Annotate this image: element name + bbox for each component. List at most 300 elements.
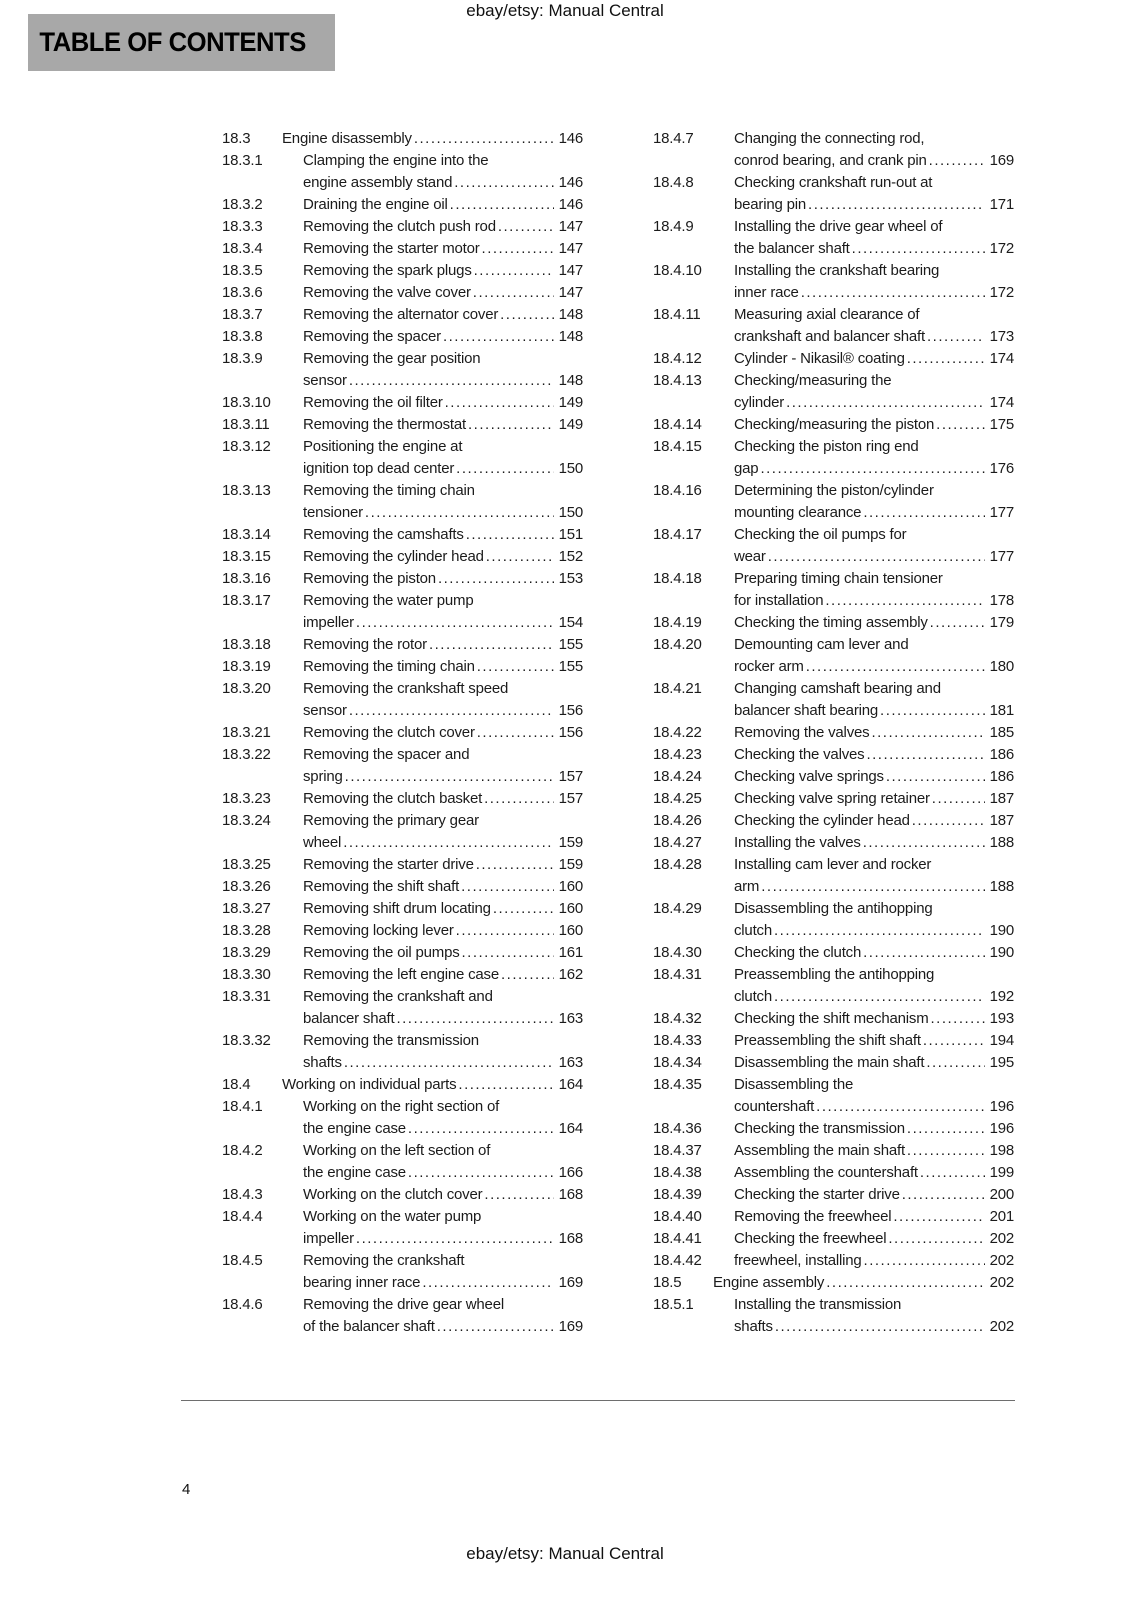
toc-page-number: 186 xyxy=(989,746,1014,763)
dotted-leader xyxy=(344,1052,554,1074)
toc-entry-number: 18.4.9 xyxy=(653,218,694,235)
toc-entry-number: 18.4.26 xyxy=(653,812,702,829)
toc-entry xyxy=(653,1008,1014,1030)
toc-entry xyxy=(222,656,583,678)
toc-entry-title: the engine case xyxy=(303,1120,406,1137)
toc-page-number: 163 xyxy=(558,1054,583,1071)
dotted-leader xyxy=(476,854,554,876)
dotted-leader xyxy=(456,458,554,480)
dotted-leader xyxy=(808,194,985,216)
toc-entry-title: balancer shaft xyxy=(303,1010,395,1027)
toc-page-number: 146 xyxy=(558,130,583,147)
toc-page-number: 177 xyxy=(989,548,1014,565)
toc-entry-title: Working on the left section of xyxy=(303,1142,491,1159)
toc-entry-body xyxy=(734,854,1014,898)
toc-entry-title: shafts xyxy=(734,1318,773,1335)
toc-entry xyxy=(653,1140,1014,1162)
toc-page-number: 194 xyxy=(989,1032,1014,1049)
toc-entry-body xyxy=(734,1162,1014,1184)
toc-page-number: 195 xyxy=(989,1054,1014,1071)
dotted-leader xyxy=(468,414,554,436)
toc-entry-number: 18.4.5 xyxy=(222,1252,263,1269)
toc-entry-body xyxy=(282,128,583,150)
toc-entry-title: tensioner xyxy=(303,504,363,521)
toc-page-number: 169 xyxy=(558,1318,583,1335)
dotted-leader xyxy=(871,722,985,744)
toc-entry xyxy=(653,172,1014,216)
dotted-leader xyxy=(501,964,554,986)
toc-entry-body xyxy=(734,1184,1014,1206)
toc-entry xyxy=(653,810,1014,832)
toc-entry-number: 18.3.18 xyxy=(222,636,271,653)
toc-entry-number: 18.3.25 xyxy=(222,856,271,873)
dotted-leader xyxy=(806,656,985,678)
toc-entry-body xyxy=(734,216,1014,260)
toc-entry-number: 18.3.20 xyxy=(222,680,271,697)
toc-entry-body xyxy=(303,1140,583,1184)
toc-page-number: 147 xyxy=(558,218,583,235)
toc-entry-title: Removing the spark plugs xyxy=(303,262,472,279)
toc-page-number: 200 xyxy=(989,1186,1014,1203)
toc-entry xyxy=(653,788,1014,810)
toc-entry-title: clutch xyxy=(734,988,772,1005)
toc-entry-title: Removing the crankshaft xyxy=(303,1252,465,1269)
toc-entry-body xyxy=(734,612,1014,634)
toc-entry xyxy=(653,1074,1014,1118)
toc-entry-title: crankshaft and balancer shaft xyxy=(734,328,925,345)
dotted-leader xyxy=(408,1118,554,1140)
toc-page-number: 148 xyxy=(558,306,583,323)
toc-entry-body xyxy=(734,480,1014,524)
toc-entry xyxy=(653,766,1014,788)
toc-entry-body xyxy=(734,260,1014,304)
toc-entry-body xyxy=(303,964,583,986)
toc-entry-number: 18.4.40 xyxy=(653,1208,702,1225)
toc-entry-number: 18.4.42 xyxy=(653,1252,702,1269)
toc-entry-body xyxy=(303,326,583,348)
toc-entry-title: Checking the timing assembly xyxy=(734,614,928,631)
toc-entry-title: Working on the water pump xyxy=(303,1208,482,1225)
toc-entry-number: 18.4.33 xyxy=(653,1032,702,1049)
toc-entry-title: cylinder xyxy=(734,394,785,411)
toc-page-number: 146 xyxy=(558,174,583,191)
toc-entry-title: sensor xyxy=(303,372,347,389)
toc-entry xyxy=(653,1118,1014,1140)
toc-entry-title: Removing the crankshaft and xyxy=(303,988,493,1005)
toc-entry-title: Removing the transmission xyxy=(303,1032,479,1049)
toc-entry-body xyxy=(734,964,1014,1008)
toc-entry-body xyxy=(734,832,1014,854)
toc-entry-title: Removing the spacer xyxy=(303,328,441,345)
toc-entry-number: 18.4.23 xyxy=(653,746,702,763)
dotted-leader xyxy=(450,194,554,216)
dotted-leader xyxy=(927,326,985,348)
toc-entry xyxy=(222,524,583,546)
toc-entry-title: Preassembling the shift shaft xyxy=(734,1032,921,1049)
dotted-leader xyxy=(907,1118,985,1140)
toc-entry-title: Checking the shift mechanism xyxy=(734,1010,929,1027)
toc-page-number: 188 xyxy=(989,834,1014,851)
toc-entry-title: Removing the clutch push rod xyxy=(303,218,496,235)
toc-entry-title: clutch xyxy=(734,922,772,939)
toc-page-number: 174 xyxy=(989,350,1014,367)
dotted-leader xyxy=(356,612,554,634)
toc-entry-title: Checking crankshaft run-out at xyxy=(734,174,933,191)
toc-entry-body xyxy=(303,656,583,678)
toc-entry xyxy=(222,590,583,634)
toc-entry-number: 18.4.38 xyxy=(653,1164,702,1181)
toc-entry-title: Removing the oil pumps xyxy=(303,944,460,961)
toc-entry-title: Working on individual parts xyxy=(282,1076,457,1093)
dotted-leader xyxy=(761,876,985,898)
toc-entry-number: 18.4.41 xyxy=(653,1230,702,1247)
toc-page-number: 175 xyxy=(989,416,1014,433)
toc-entry-title: Removing shift drum locating xyxy=(303,900,491,917)
toc-page-number: 172 xyxy=(989,284,1014,301)
toc-page-number: 160 xyxy=(558,878,583,895)
toc-page-number: 148 xyxy=(558,328,583,345)
toc-entry xyxy=(653,722,1014,744)
toc-entry xyxy=(653,1162,1014,1184)
toc-entry-number: 18.3.3 xyxy=(222,218,263,235)
toc-entry-title: spring xyxy=(303,768,343,785)
dotted-leader xyxy=(484,1184,554,1206)
toc-entry-title: Removing the timing chain xyxy=(303,658,475,675)
toc-entry-body xyxy=(734,942,1014,964)
toc-entry-title: Positioning the engine at xyxy=(303,438,463,455)
dotted-leader xyxy=(760,458,985,480)
toc-page-number: 157 xyxy=(558,768,583,785)
toc-entry xyxy=(653,370,1014,414)
toc-entry-title: Removing the gear position xyxy=(303,350,481,367)
toc-entry-number: 18.3.8 xyxy=(222,328,263,345)
toc-entry-title: Removing the clutch basket xyxy=(303,790,483,807)
toc-entry xyxy=(222,920,583,942)
toc-entry-title: Checking the piston ring end xyxy=(734,438,919,455)
toc-page-number: 202 xyxy=(989,1252,1014,1269)
toc-entry xyxy=(222,678,583,722)
toc-entry xyxy=(222,964,583,986)
toc-page-number: 181 xyxy=(989,702,1014,719)
toc-entry xyxy=(653,568,1014,612)
toc-entry xyxy=(222,392,583,414)
toc-entry xyxy=(222,722,583,744)
toc-entry-number: 18.4.4 xyxy=(222,1208,263,1225)
toc-entry-body xyxy=(734,348,1014,370)
toc-entry-title: Removing the water pump xyxy=(303,592,474,609)
toc-entry xyxy=(222,194,583,216)
toc-entry-title: Removing the valves xyxy=(734,724,870,741)
toc-entry-number: 18.4.3 xyxy=(222,1186,263,1203)
toc-entry-body xyxy=(303,392,583,414)
toc-entry-title: Checking the cylinder head xyxy=(734,812,910,829)
dotted-leader xyxy=(907,348,985,370)
toc-entry-title: Installing the crankshaft bearing xyxy=(734,262,940,279)
toc-page-number: 202 xyxy=(989,1318,1014,1335)
toc-entry-number: 18.3.15 xyxy=(222,548,271,565)
dotted-leader xyxy=(774,986,985,1008)
toc-entry-body xyxy=(734,1074,1014,1118)
dotted-leader xyxy=(775,1316,985,1338)
toc-entry xyxy=(222,810,583,854)
toc-entry-number: 18.3.2 xyxy=(222,196,263,213)
toc-entry xyxy=(653,898,1014,942)
toc-entry-title: of the balancer shaft xyxy=(303,1318,435,1335)
toc-page-number: 149 xyxy=(558,416,583,433)
toc-entry-number: 18.4.27 xyxy=(653,834,702,851)
toc-entry-number: 18.3.4 xyxy=(222,240,263,257)
toc-page-number: 151 xyxy=(558,526,583,543)
toc-entry-body xyxy=(303,260,583,282)
toc-page-number: 150 xyxy=(558,460,583,477)
toc-column-right xyxy=(653,128,1014,1338)
toc-page-number: 173 xyxy=(989,328,1014,345)
toc-entry xyxy=(653,1272,1014,1294)
toc-entry-title: for installation xyxy=(734,592,824,609)
toc-entry-title: Removing the cylinder head xyxy=(303,548,484,565)
toc-entry-body xyxy=(303,876,583,898)
dotted-leader xyxy=(893,1206,985,1228)
toc-entry-number: 18.4.1 xyxy=(222,1098,263,1115)
toc-entry xyxy=(653,524,1014,568)
dotted-leader xyxy=(863,832,985,854)
toc-entry-title: Removing the left engine case xyxy=(303,966,499,983)
toc-entry-title: Checking the oil pumps for xyxy=(734,526,907,543)
dotted-leader xyxy=(473,282,554,304)
toc-entry-title: impeller xyxy=(303,614,354,631)
toc-entry-number: 18.4.8 xyxy=(653,174,694,191)
toc-entry-number: 18.3.21 xyxy=(222,724,271,741)
toc-page-number: 178 xyxy=(989,592,1014,609)
toc-page-number: 196 xyxy=(989,1120,1014,1137)
toc-entry-title: conrod bearing, and crank pin xyxy=(734,152,927,169)
dotted-leader xyxy=(932,788,985,810)
toc-entry xyxy=(222,1030,583,1074)
toc-entry-title: Installing the drive gear wheel of xyxy=(734,218,943,235)
dotted-leader xyxy=(443,326,554,348)
toc-page-number: 162 xyxy=(558,966,583,983)
toc-entry-title: Determining the piston/cylinder xyxy=(734,482,934,499)
toc-entry-title: sensor xyxy=(303,702,347,719)
toc-page-number: 169 xyxy=(989,152,1014,169)
toc-entry-number: 18.4.16 xyxy=(653,482,702,499)
dotted-leader xyxy=(422,1272,554,1294)
toc-entry-number: 18.4 xyxy=(222,1076,251,1093)
toc-page-number: 166 xyxy=(558,1164,583,1181)
toc-entry-title: engine assembly stand xyxy=(303,174,453,191)
toc-entry xyxy=(222,546,583,568)
toc-entry-title: Checking the transmission xyxy=(734,1120,905,1137)
toc-entry-body xyxy=(303,722,583,744)
toc-heading-box xyxy=(28,14,335,71)
toc-entry xyxy=(222,436,583,480)
toc-entry-body xyxy=(734,810,1014,832)
toc-entry-title: Checking the valves xyxy=(734,746,865,763)
dotted-leader xyxy=(825,590,985,612)
toc-entry xyxy=(222,260,583,282)
toc-entry-number: 18.3 xyxy=(222,130,251,147)
toc-entry-number: 18.4.12 xyxy=(653,350,702,367)
toc-page-number: 201 xyxy=(989,1208,1014,1225)
toc-entry-title: shafts xyxy=(303,1054,342,1071)
toc-page-number: 193 xyxy=(989,1010,1014,1027)
toc-entry-body xyxy=(713,1272,1014,1294)
dotted-leader xyxy=(456,920,554,942)
toc-entry-title: Demounting cam lever and xyxy=(734,636,909,653)
toc-entry xyxy=(653,480,1014,524)
toc-entry-number: 18.3.6 xyxy=(222,284,263,301)
toc-entry xyxy=(222,898,583,920)
toc-entry xyxy=(222,1206,583,1250)
page-number: 4 xyxy=(182,1481,191,1498)
toc-entry-body xyxy=(303,524,583,546)
toc-entry-number: 18.5.1 xyxy=(653,1296,694,1313)
toc-entry-body xyxy=(303,150,583,194)
toc-column-left xyxy=(222,128,583,1338)
toc-entry-body xyxy=(303,216,583,238)
toc-entry-number: 18.4.30 xyxy=(653,944,702,961)
toc-entry-title: Removing the valve cover xyxy=(303,284,471,301)
toc-entry-body xyxy=(303,1294,583,1338)
dotted-leader xyxy=(863,502,985,524)
toc-entry-title: wheel xyxy=(303,834,342,851)
toc-entry-title: Checking/measuring the xyxy=(734,372,892,389)
toc-entry-number: 18.4.39 xyxy=(653,1186,702,1203)
toc-page-number: 174 xyxy=(989,394,1014,411)
dotted-leader xyxy=(408,1162,554,1184)
dotted-leader xyxy=(477,656,554,678)
toc-entry-title: balancer shaft bearing xyxy=(734,702,879,719)
dotted-leader xyxy=(349,700,554,722)
toc-entry xyxy=(222,348,583,392)
toc-entry-title: Disassembling the main shaft xyxy=(734,1054,925,1071)
toc-entry-title: Disassembling the xyxy=(734,1076,854,1093)
dotted-leader xyxy=(912,810,985,832)
footer-divider xyxy=(181,1400,1015,1401)
toc-entry-body xyxy=(734,304,1014,348)
toc-entry-body xyxy=(303,304,583,326)
toc-entry-body xyxy=(303,348,583,392)
dotted-leader xyxy=(349,370,554,392)
toc-page-number: 163 xyxy=(558,1010,583,1027)
toc-entry-body xyxy=(734,172,1014,216)
toc-page-number: 147 xyxy=(558,262,583,279)
toc-entry-body xyxy=(303,942,583,964)
toc-entry-number: 18.3.27 xyxy=(222,900,271,917)
toc-page-number: 154 xyxy=(558,614,583,631)
toc-entry-body xyxy=(734,1030,1014,1052)
toc-entry-title: Installing the valves xyxy=(734,834,861,851)
toc-entry xyxy=(653,744,1014,766)
toc-entry-number: 18.4.28 xyxy=(653,856,702,873)
toc-entry-number: 18.3.7 xyxy=(222,306,263,323)
toc-entry-number: 18.3.17 xyxy=(222,592,271,609)
toc-entry xyxy=(222,1074,583,1096)
toc-entry xyxy=(653,348,1014,370)
toc-entry-number: 18.3.30 xyxy=(222,966,271,983)
toc-entry-number: 18.4.37 xyxy=(653,1142,702,1159)
toc-entry-title: Measuring axial clearance of xyxy=(734,306,920,323)
toc-entry-number: 18.4.35 xyxy=(653,1076,702,1093)
toc-entry-body xyxy=(734,788,1014,810)
toc-entry-title: Checking valve spring retainer xyxy=(734,790,930,807)
toc-entry-body xyxy=(303,436,583,480)
toc-entry-number: 18.4.19 xyxy=(653,614,702,631)
dotted-leader xyxy=(493,898,554,920)
toc-page-number: 169 xyxy=(558,1274,583,1291)
dotted-leader xyxy=(866,744,985,766)
dotted-leader xyxy=(863,942,985,964)
toc-entry xyxy=(222,480,583,524)
toc-entry-number: 18.4.6 xyxy=(222,1296,263,1313)
toc-page-number: 186 xyxy=(989,768,1014,785)
dotted-leader xyxy=(786,392,985,414)
dotted-leader xyxy=(437,1316,554,1338)
toc-page-number: 168 xyxy=(558,1230,583,1247)
toc-page-number: 149 xyxy=(558,394,583,411)
toc-entry-title: Checking the clutch xyxy=(734,944,862,961)
toc-page-number: 160 xyxy=(558,900,583,917)
toc-page-number: 148 xyxy=(558,372,583,389)
toc-entry-body xyxy=(303,898,583,920)
toc-entry-title: Checking/measuring the piston xyxy=(734,416,935,433)
toc-entry-number: 18.3.5 xyxy=(222,262,263,279)
dotted-leader xyxy=(445,392,554,414)
dotted-leader xyxy=(462,942,554,964)
toc-entry-number: 18.3.26 xyxy=(222,878,271,895)
toc-entry-body xyxy=(734,1250,1014,1272)
toc-entry xyxy=(222,876,583,898)
toc-page-number: 147 xyxy=(558,240,583,257)
toc-entry-body xyxy=(734,634,1014,678)
toc-entry-title: Installing cam lever and rocker xyxy=(734,856,932,873)
toc-entry-title: the engine case xyxy=(303,1164,406,1181)
toc-page-number: 164 xyxy=(558,1120,583,1137)
toc-entry-title: gap xyxy=(734,460,759,477)
toc-entry-number: 18.4.29 xyxy=(653,900,702,917)
toc-entry-number: 18.3.24 xyxy=(222,812,271,829)
toc-entry-title: bearing pin xyxy=(734,196,807,213)
toc-page-number: 190 xyxy=(989,922,1014,939)
toc-entry-number: 18.4.10 xyxy=(653,262,702,279)
toc-entry-body xyxy=(303,568,583,590)
toc-entry xyxy=(222,1250,583,1294)
toc-page-number: 147 xyxy=(558,284,583,301)
dotted-leader xyxy=(801,282,985,304)
toc-entry-title: Clamping the engine into the xyxy=(303,152,489,169)
toc-page-number: 146 xyxy=(558,196,583,213)
toc-page-number: 152 xyxy=(558,548,583,565)
toc-entry-body xyxy=(734,1052,1014,1074)
toc-page-number: 171 xyxy=(989,196,1014,213)
dotted-leader xyxy=(886,766,985,788)
toc-page-number: 177 xyxy=(989,504,1014,521)
toc-entry xyxy=(653,964,1014,1008)
toc-entry-body xyxy=(303,282,583,304)
dotted-leader xyxy=(461,876,554,898)
toc-entry-title: ignition top dead center xyxy=(303,460,455,477)
toc-entry xyxy=(653,612,1014,634)
toc-entry-title: Removing the rotor xyxy=(303,636,427,653)
toc-entry-number: 18.3.32 xyxy=(222,1032,271,1049)
toc-page-number: 160 xyxy=(558,922,583,939)
toc-entry-number: 18.3.13 xyxy=(222,482,271,499)
toc-entry-number: 18.3.28 xyxy=(222,922,271,939)
toc-page-number: 187 xyxy=(989,812,1014,829)
dotted-leader xyxy=(486,546,554,568)
toc-entry-title: Preparing timing chain tensioner xyxy=(734,570,943,587)
dotted-leader xyxy=(826,1272,985,1294)
